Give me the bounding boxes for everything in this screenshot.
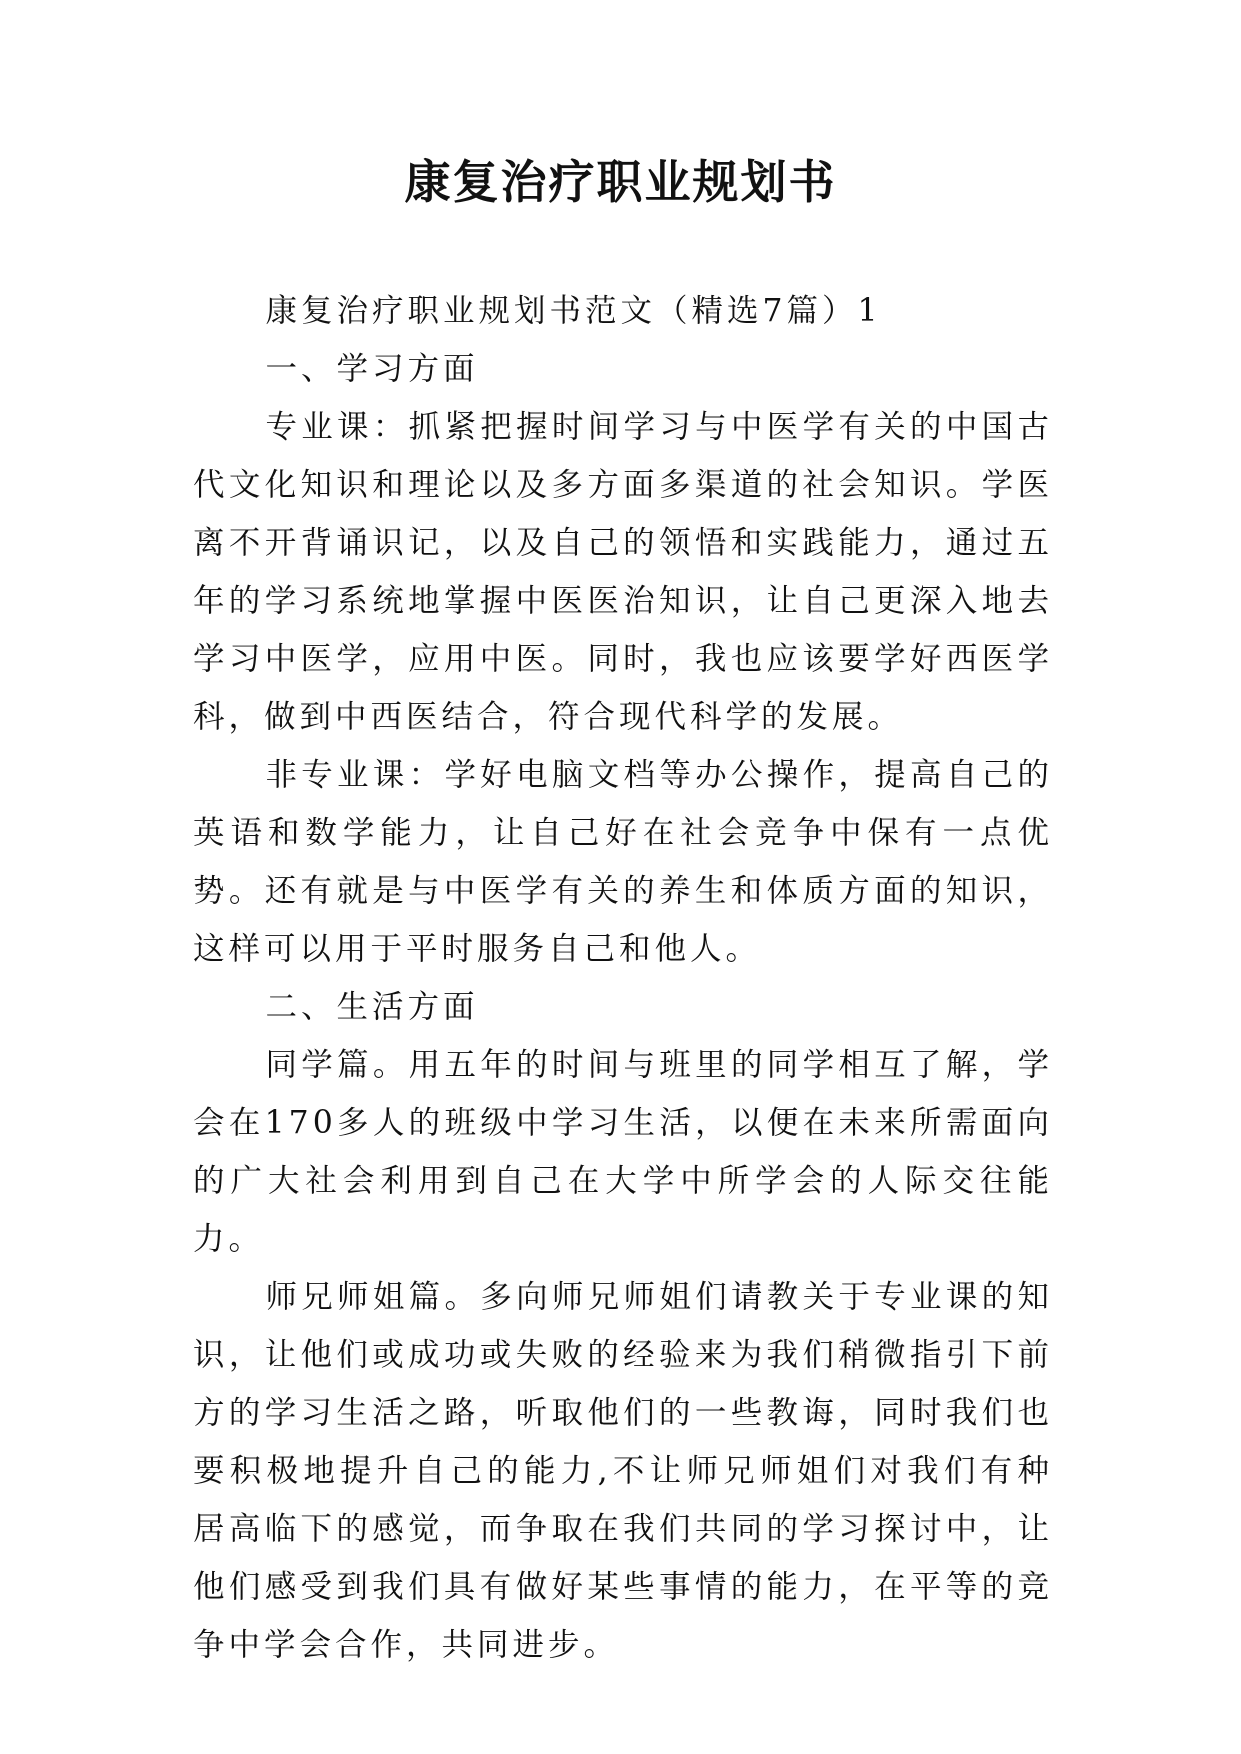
paragraph-classmates: 同学篇。用五年的时间与班里的同学相互了解，学会在170多人的班级中学习生活，以便在未来所需面向的广大社会利用到自己在大学中所学会的人际交往能力。 [193, 1047, 1053, 1257]
document-title: 康复治疗职业规划书 [404, 155, 837, 209]
paragraph-nonprofessional-courses: 非专业课：学好电脑文档等办公操作，提高自己的英语和数学能力，让自己好在社会竞争中保有一点优势。还有就是与中医学有关的养生和体质方面的知识，这样可以用于平时服务自己和他人。 [193, 757, 1053, 967]
paragraph-heading-intro: 康复治疗职业规划书范文（精选7篇）1 [265, 293, 882, 329]
paragraph-seniors: 师兄师姐篇。多向师兄师姐们请教关于专业课的知识，让他们或成功或失败的经验来为我们稍微指引下前方的学习生活之路，听取他们的一些教诲，同时我们也要积极地提升自己的能力,不让师兄师姐们对我们有种居高临下的感觉，而争取在我们共同的学习探讨中，让他们感受到我们具有做好某些事情的能力，在平等的竞争中学会合作，共同进步。 [193, 1279, 1053, 1663]
section-heading-life: 二、生活方面 [265, 989, 479, 1025]
paragraph-professional-courses: 专业课：抓紧把握时间学习与中医学有关的中国古代文化知识和理论以及多方面多渠道的社会知识。学医离不开背诵识记，以及自己的领悟和实践能力，通过五年的学习系统地掌握中医医治知识，让自己更深入地去学习中医学，应用中医。同时，我也应该要学好西医学科，做到中西医结合，符合现代科学的发展。 [193, 409, 1053, 735]
document-body [193, 282, 1053, 1674]
section-heading-study: 一、学习方面 [265, 351, 479, 387]
